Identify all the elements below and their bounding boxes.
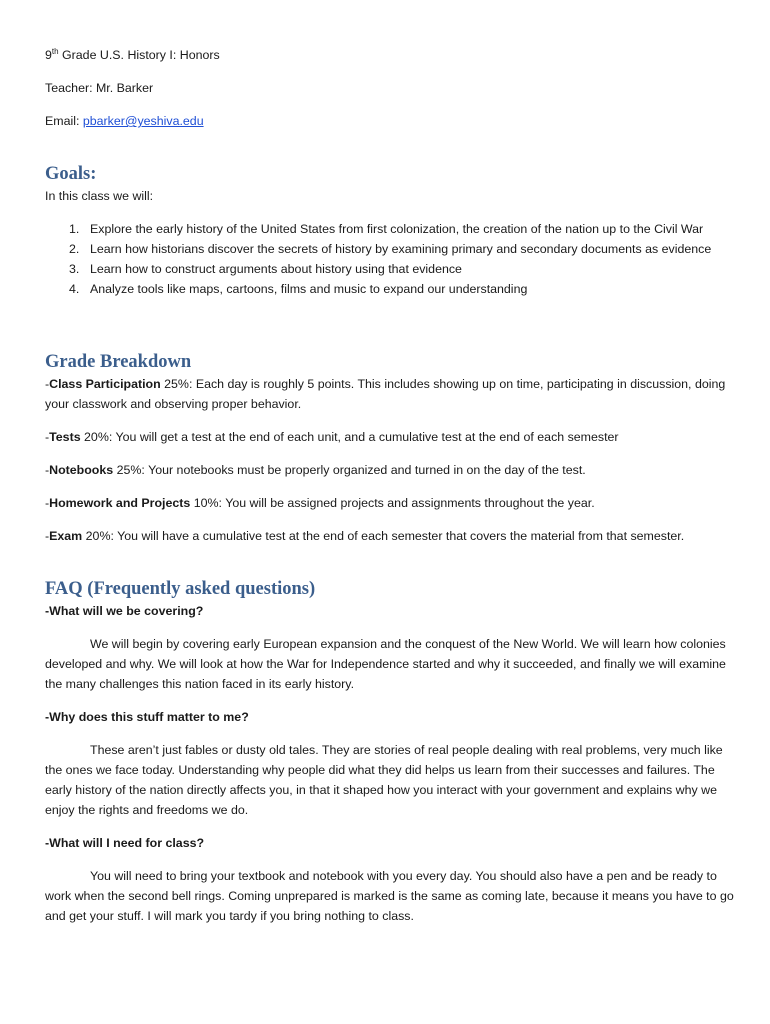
- grade-item-text: 10%: You will be assigned projects and assignments throughout the year.: [190, 496, 595, 510]
- goal-item: [45, 239, 735, 259]
- grade-item-text: 25%: Your notebooks must be properly organized and turned in on the day of the test.: [113, 463, 586, 477]
- faq-question: -What will I need for class?: [45, 836, 205, 850]
- grade-item-prefix: -: [45, 377, 50, 391]
- grade-item-text: 25%: Each day is roughly 5 points. This includes showing up on time, participating in discussion, doing your classwork and observing proper behavior.: [45, 377, 726, 411]
- grade-item-label: Homework and Projects: [49, 496, 191, 510]
- grade-item-homework: [45, 493, 735, 513]
- goal-item: [45, 219, 735, 239]
- faq-answer: We will begin by covering early European expansion and the conquest of the New World. We will learn how colonies developed and why. We will look at how the War for Independence started and why it succeeded, and finally we will examine the many challenges this nation faced in its early history.: [45, 637, 726, 691]
- grade-item-participation: [45, 374, 735, 414]
- grade-item-label: Exam: [49, 529, 83, 543]
- faq-answer: You will need to bring your textbook and notebook with you every day. You should also have a pen and be ready to work when the second bell rings. Coming unprepared is marked is the same as coming late, because it means you have to go and get your stuff. I will mark you tardy if you bring nothing to class.: [45, 869, 734, 923]
- faq-heading: FAQ (Frequently asked questions): [45, 579, 316, 599]
- course-title: [45, 45, 220, 65]
- grade-breakdown-heading: Grade Breakdown: [45, 352, 192, 372]
- goal-number: 2.: [69, 242, 80, 256]
- goal-text: Explore the early history of the United States from first colonization, the creation of the nation up to the Civil War: [90, 222, 704, 236]
- grade-item-tests: [45, 427, 735, 447]
- grade-item-label: Class Participation: [49, 377, 161, 391]
- grade-item-label: Notebooks: [49, 463, 114, 477]
- grade-item-notebooks: [45, 460, 735, 480]
- grade-item-text: 20%: You will get a test at the end of each unit, and a cumulative test at the end of each semester: [80, 430, 619, 444]
- goal-number: 1.: [69, 222, 80, 236]
- email-line: [45, 111, 204, 131]
- goal-text: Learn how historians discover the secrets of history by examining primary and secondary documents as evidence: [90, 242, 712, 256]
- email-label: Email:: [45, 114, 83, 128]
- goals-heading: Goals:: [45, 164, 97, 184]
- grade-superscript: th: [51, 46, 59, 56]
- email-link[interactable]: pbarker@yeshiva.edu: [82, 114, 204, 128]
- faq-question: -What will we be covering?: [45, 604, 204, 618]
- grade-item-prefix: -: [45, 529, 50, 543]
- goals-list: [45, 219, 735, 299]
- goal-number: 3.: [69, 262, 80, 276]
- grade-item-prefix: -: [45, 496, 50, 510]
- goals-intro: In this class we will:: [45, 189, 154, 203]
- grade-item-prefix: -: [45, 463, 50, 477]
- grade-item-exam: [45, 526, 735, 546]
- goal-number: 4.: [69, 282, 80, 296]
- goal-item: [45, 279, 735, 299]
- goal-item: [45, 259, 735, 279]
- faq-question: -Why does this stuff matter to me?: [45, 710, 249, 724]
- grade-item-label: Tests: [49, 430, 81, 444]
- faq-answer: These aren’t just fables or dusty old tales. They are stories of real people dealing with real problems, very much like the ones we face today. Understanding why people did what they did helps us learn from their successes and failures. The early history of the nation directly affects you, in that it shaped how you interact with your government and explains why we enjoy the rights and freedoms we do.: [45, 743, 723, 817]
- teacher-line: Teacher: Mr. Barker: [45, 81, 154, 95]
- goal-text: Learn how to construct arguments about history using that evidence: [90, 262, 462, 276]
- goal-text: Analyze tools like maps, cartoons, films and music to expand our understanding: [90, 282, 528, 296]
- course-name: Grade U.S. History I: Honors: [58, 48, 220, 62]
- grade-number: 9: [45, 48, 52, 62]
- grade-item-prefix: -: [45, 430, 50, 444]
- grade-item-text: 20%: You will have a cumulative test at the end of each semester that covers the material from that semester.: [82, 529, 685, 543]
